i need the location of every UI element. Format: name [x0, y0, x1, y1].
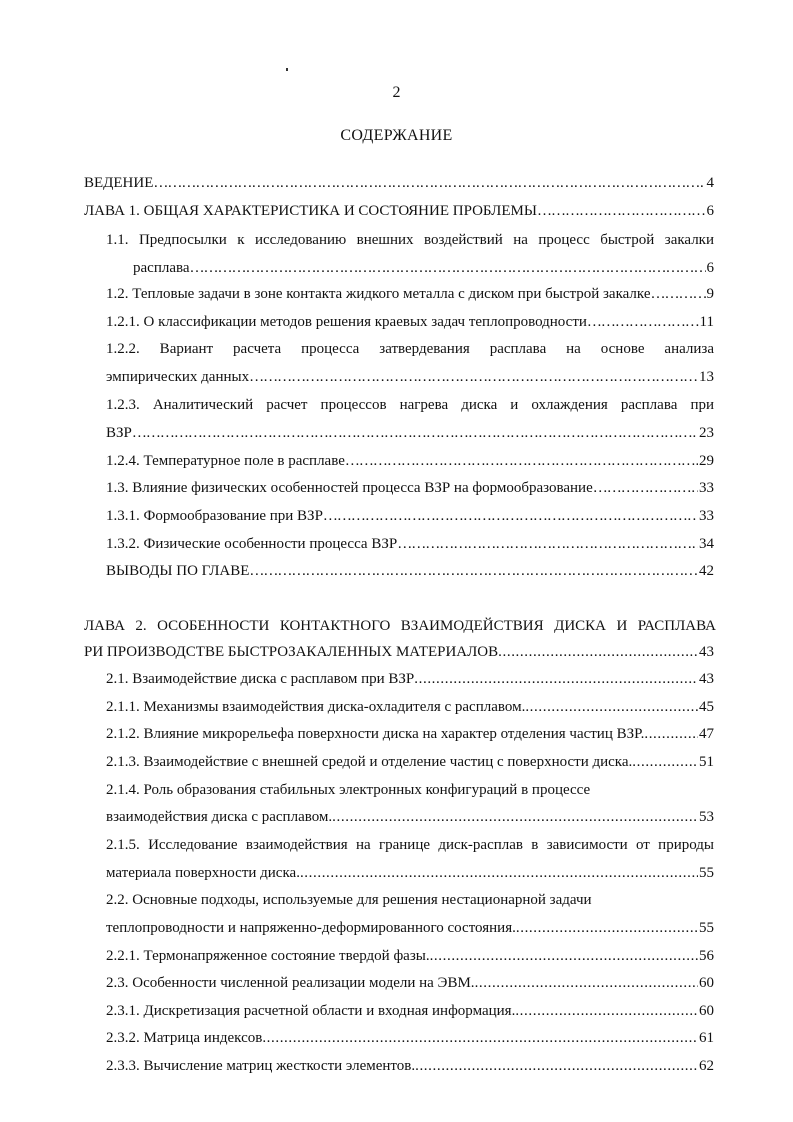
page-ref: 55 [699, 865, 714, 881]
page-ref: 9 [706, 286, 714, 302]
page-ref: 11 [699, 314, 714, 330]
toc-entry-2-2-1[interactable]: 2.2.1. Термонапряженное состояние твердой фазы. ..... 56 [106, 945, 714, 967]
toc-entry-2-1-4-line1[interactable]: 2.1.4. Роль образования стабильных электронных конфигураций в процессе [106, 782, 591, 798]
toc-entry-1-1-line2[interactable]: расплава ……………………………………………………………………………………………………………………………………………………………………………………………………………………… 6 [133, 257, 714, 279]
page-ref: 45 [699, 699, 714, 715]
page-ref: 43 [699, 671, 714, 687]
page-ref: 53 [699, 809, 714, 825]
page-ref: 61 [699, 1030, 714, 1046]
toc-entry-1-2-3-line2[interactable]: ВЗР ……………………………………………………………………………………………………………………………………………………………………………………………………………………… 23 [106, 422, 714, 444]
toc-entry-2-1-3[interactable]: 2.1.3. Взаимодействие с внешней средой и отделение частиц с поверхности диска. ..... 51 [106, 751, 714, 773]
toc-entry-2-1-2[interactable]: 2.1.2. Влияние микрорельефа поверхности диска на характер отделения частиц ВЗР. ..... 47 [106, 723, 714, 745]
toc-entry-2-1-5-line2[interactable]: материала поверхности диска. ..... 55 [106, 862, 714, 884]
page-ref: 33 [699, 480, 714, 496]
toc-entry-2-1-4-line2[interactable]: взаимодействия диска с расплавом. ..... 53 [106, 806, 714, 828]
page-ref: 43 [699, 644, 714, 660]
toc-entry-1-3[interactable]: 1.3. Влияние физических особенностей процесса ВЗР на формообразование ……………………………………………………………………………………………………………………………………………………………………………………………………………………… 33 [106, 477, 714, 499]
toc-entry-1-2-4[interactable]: 1.2.4. Температурное поле в расплаве ……………………………………………………………………………………………………………………………………………………………………………………………………………………… 29 [106, 450, 714, 472]
toc-entry-2-3[interactable]: 2.3. Особенности численной реализации модели на ЭВМ. ..... 60 [106, 972, 714, 994]
page-ref: 55 [699, 920, 714, 936]
toc-entry-1-2-2-line1[interactable]: 1.2.2. Вариант расчета процесса затвердевания расплава на основе анализа [106, 341, 714, 357]
page-ref: 51 [699, 754, 714, 770]
toc-entry-2-3-3[interactable]: 2.3.3. Вычисление матриц жесткости элементов. ..... 62 [106, 1055, 714, 1077]
toc-entry-intro[interactable]: ВЕДЕНИЕ ……………………………………………………………………………………………………………………………………………………………………………………………………………………… 4 [84, 172, 714, 194]
page-ref: 33 [699, 508, 714, 524]
page-ref: 13 [699, 369, 714, 385]
toc-entry-1-2-2-line2[interactable]: эмпирических данных ……………………………………………………………………………………………………………………………………………………………………………………………………………………… 13 [106, 366, 714, 388]
page-ref: 6 [706, 203, 714, 219]
page-number: 2 [392, 84, 401, 101]
toc-entry-2-1-5-line1[interactable]: 2.1.5. Исследование взаимодействия на границе диск-расплав в зависимости от природы [106, 837, 714, 853]
page-ref: 6 [706, 260, 714, 276]
page-ref: 47 [699, 726, 714, 742]
toc-entry-2-1-1[interactable]: 2.1.1. Механизмы взаимодействия диска-охладителя с расплавом. ..... 45 [106, 696, 714, 718]
page-ref: 29 [699, 453, 714, 469]
toc-entry-2-3-1[interactable]: 2.3.1. Дискретизация расчетной области и входная информация. ..... 60 [106, 1000, 714, 1022]
toc-entry-conclusions[interactable]: ВЫВОДЫ ПО ГЛАВЕ ……………………………………………………………………………………………………………………………………………………………………………………………………………………… 42 [106, 560, 714, 582]
page-ref: 23 [699, 425, 714, 441]
toc-entry-2-2-line2[interactable]: теплопроводности и напряженно-деформированного состояния. ..... 55 [106, 917, 714, 939]
toc-entry-chapter-2-line1[interactable]: ЛАВА 2. ОСОБЕННОСТИ КОНТАКТНОГО ВЗАИМОДЕЙСТВИЯ ДИСКА И РАСПЛАВА [84, 618, 716, 634]
toc-entry-chapter-1[interactable]: ЛАВА 1. ОБЩАЯ ХАРАКТЕРИСТИКА И СОСТОЯНИЕ ПРОБЛЕМЫ ……………………………………………………………………………………………………………………………………………………………………………………………………………………… 6 [84, 200, 714, 222]
toc-entry-2-1[interactable]: 2.1. Взаимодействие диска с расплавом при ВЗР ..... 43 [106, 668, 714, 690]
stray-mark [286, 68, 288, 71]
toc-entry-1-3-2[interactable]: 1.3.2. Физические особенности процесса ВЗР ……………………………………………………………………………………………………………………………………………………………………………………………………………………… 34 [106, 533, 714, 555]
toc-entry-1-2-1[interactable]: 1.2.1. О классификации методов решения краевых задач теплопроводности ……………………………………………………………………………………………………………………………………………………………………………………………………………………… 11 [106, 311, 714, 333]
page-title: СОДЕРЖАНИЕ [340, 127, 453, 144]
toc-entry-2-3-2[interactable]: 2.3.2. Матрица индексов ..... 61 [106, 1027, 714, 1049]
toc-entry-2-2-line1[interactable]: 2.2. Основные подходы, используемые для решения нестационарной задачи [106, 892, 592, 908]
page-ref: 56 [699, 948, 714, 964]
page-ref: 60 [699, 975, 714, 991]
page-ref: 62 [699, 1058, 714, 1074]
toc-entry-1-1-line1[interactable]: 1.1. Предпосылки к исследованию внешних воздействий на процесс быстрой закалки [106, 232, 714, 248]
page-ref: 60 [699, 1003, 714, 1019]
toc-entry-1-2[interactable]: 1.2. Тепловые задачи в зоне контакта жидкого металла с диском при быстрой закалке ……………………………………………………………………………………………………………………………………………………………………………………………………………………… 9 [106, 283, 714, 305]
toc-entry-1-3-1[interactable]: 1.3.1. Формообразование при ВЗР ……………………………………………………………………………………………………………………………………………………………………………………………………………………… 33 [106, 505, 714, 527]
toc-entry-chapter-2-line2[interactable]: РИ ПРОИЗВОДСТВЕ БЫСТРОЗАКАЛЕННЫХ МАТЕРИАЛОВ ..... 43 [84, 641, 714, 663]
page-ref: 34 [699, 536, 714, 552]
page-ref: 4 [706, 175, 714, 191]
page-ref: 42 [699, 563, 714, 579]
toc-entry-1-2-3-line1[interactable]: 1.2.3. Аналитический расчет процессов нагрева диска и охлаждения расплава при [106, 397, 714, 413]
